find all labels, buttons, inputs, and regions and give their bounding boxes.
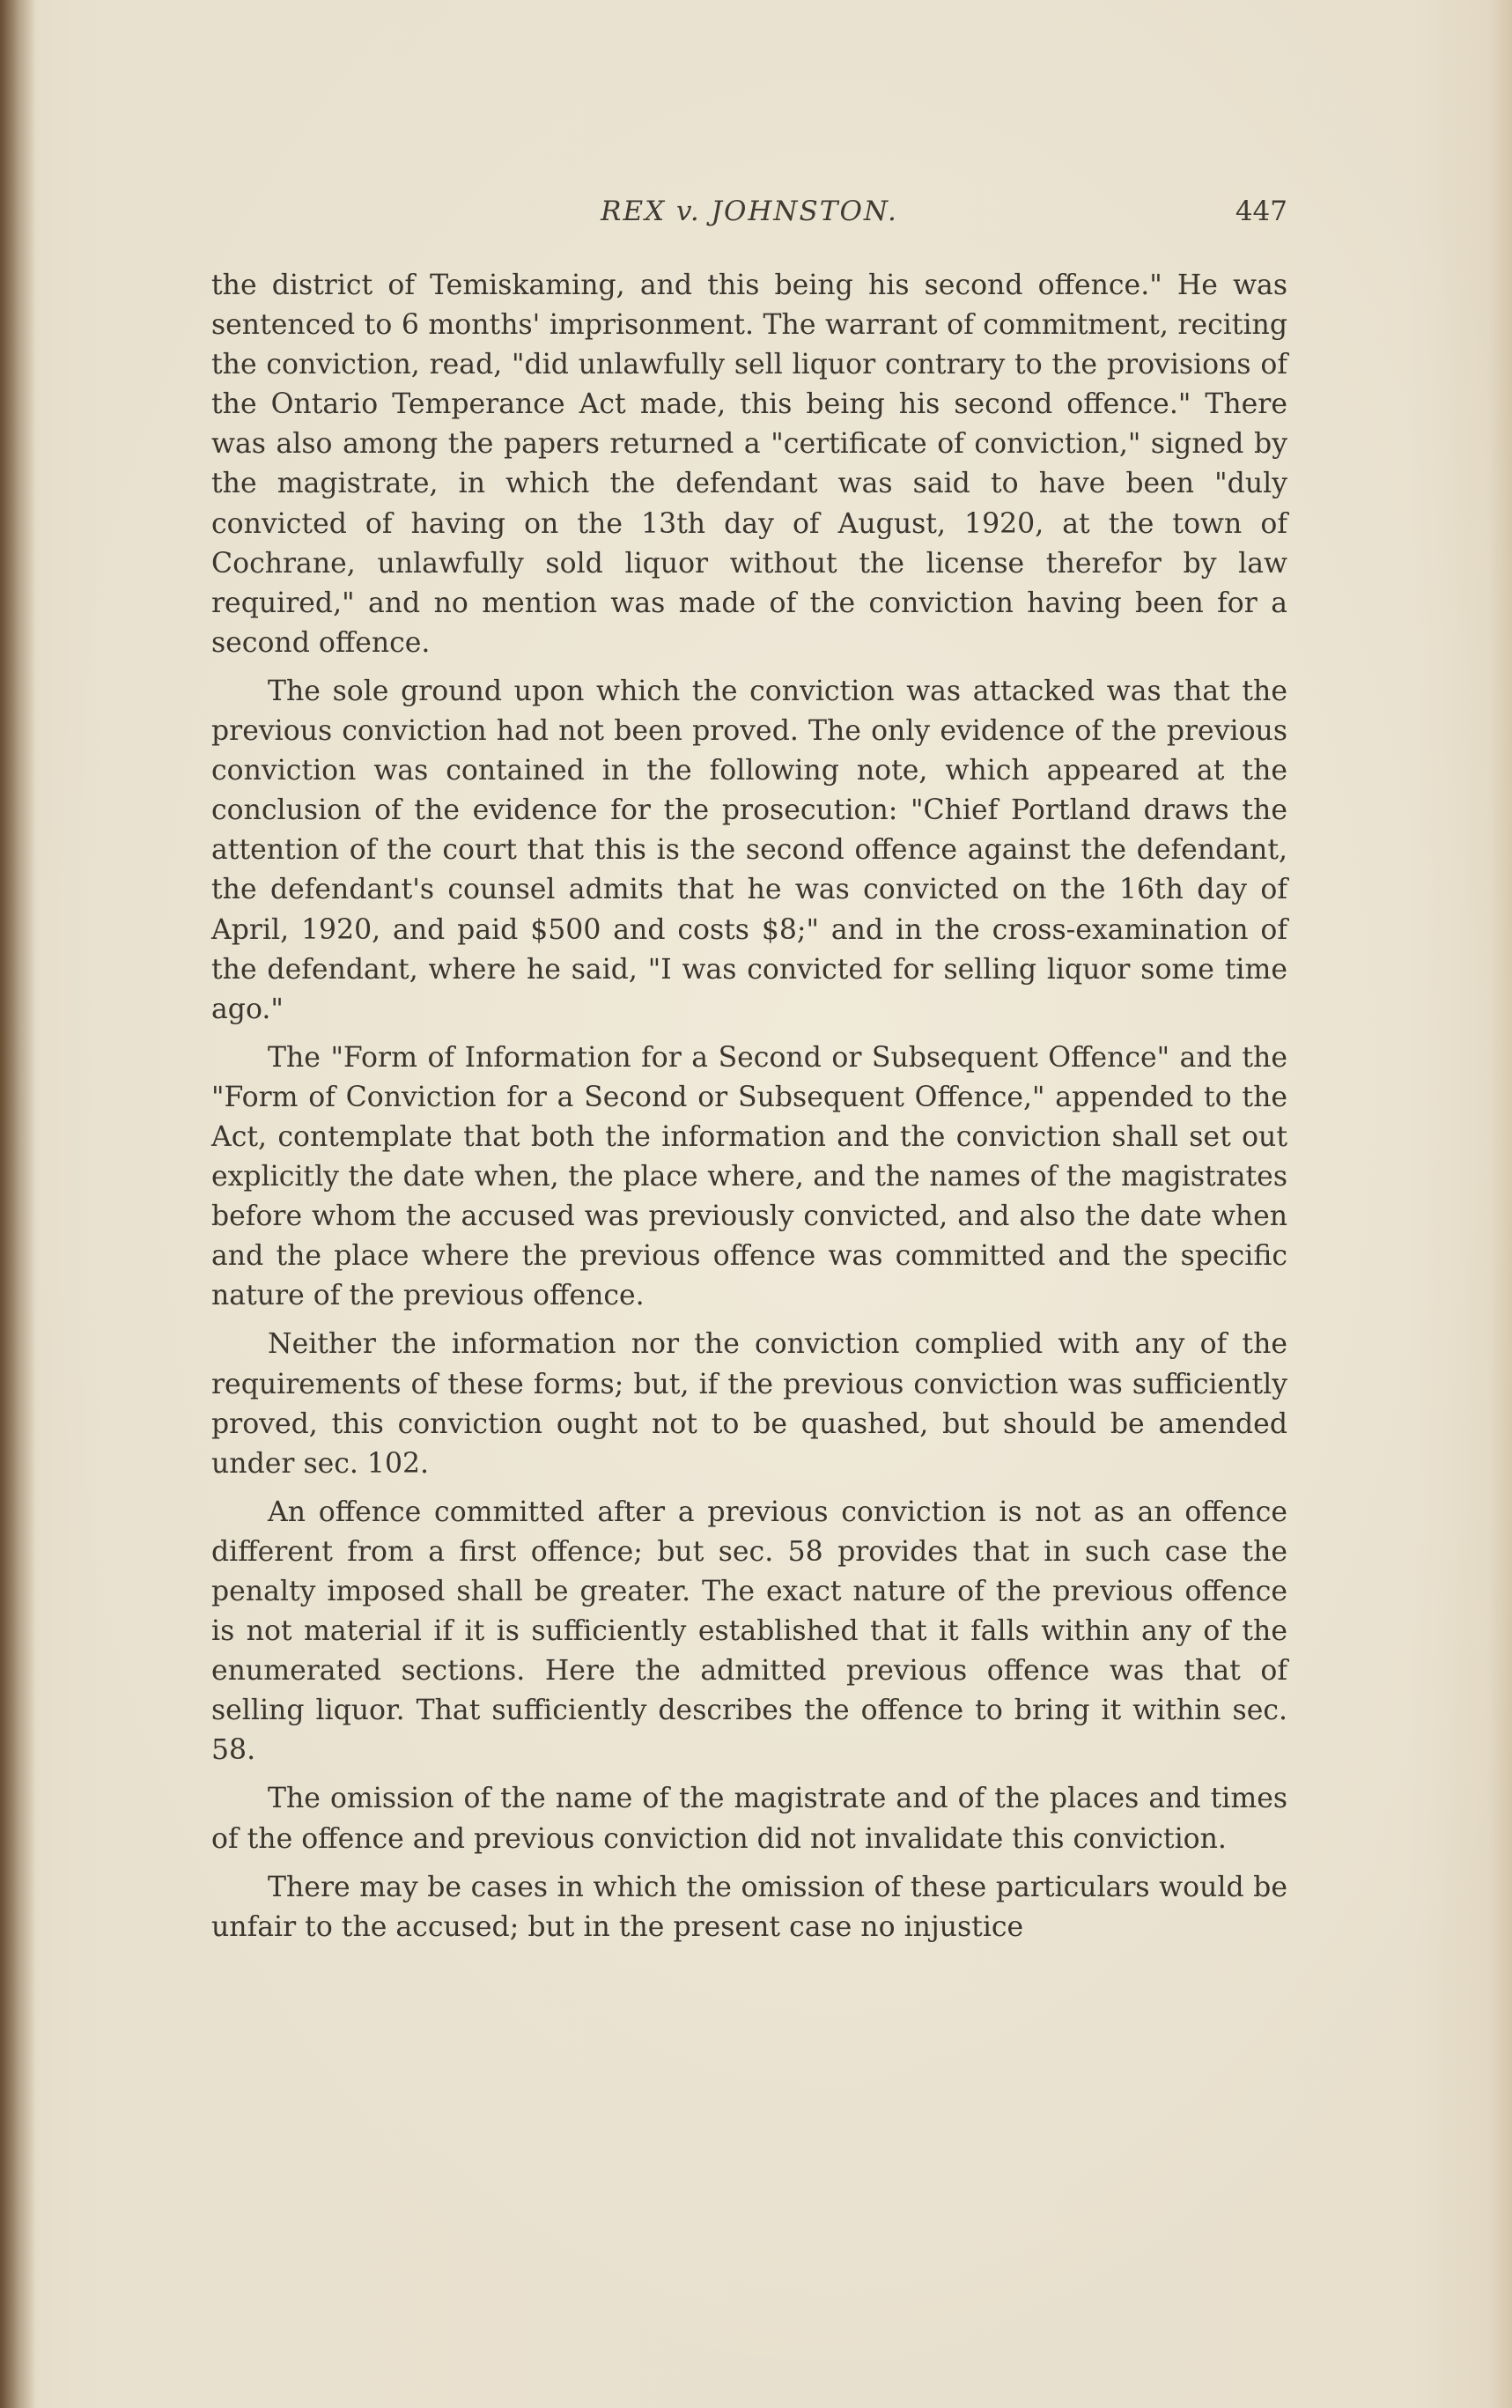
running-head: REX v. JOHNSTON.: [601, 196, 898, 227]
page-header: [211, 192, 1287, 236]
paragraph: Neither the information nor the conviction complied with any of the requirements of these forms; but, if the previous conviction was sufficiently proved, this conviction ought not to be quashed, but should be amended under sec. 102.: [211, 1328, 1287, 1480]
paragraph: An offence committed after a previous conviction is not as an offence different from a first offence; but sec. 58 provides that in such case the penalty imposed shall be greater. The exact nature of the previous offence is not material if it is sufficiently established that it falls within any of the enumerated sections. Here the admitted previous offence was that of selling liquor. That sufficiently describes the offence to bring it within sec. 58.: [211, 1496, 1287, 1767]
paragraph: The omission of the name of the magistrate and of the places and times of the offence and previous conviction did not invalidate this conviction.: [211, 1783, 1287, 1855]
paragraph: The sole ground upon which the conviction was attacked was that the previous conviction had not been proved. The only evidence of the previous conviction was contained in the following note, which appeared at the conclusion of the evidence for the prosecution: "Chief Portland draws the attention of the court that this is the second offence against the defendant, the defendant's counsel admits that he was convicted on the 16th day of April, 1920, and paid $500 and costs $8;" and in the cross-examination of the defendant, where he said, "I was convicted for selling liquor some time ago.": [211, 675, 1287, 1025]
paragraph: The "Form of Information for a Second or Subsequent Offence" and the "Form of Conviction for a Second or Subsequent Offence," appended to the Act, contemplate that both the information and the conviction shall set out explicitly the date when, the place where, and the names of the magistrates before whom the accused was previously convicted, and also the date when and the place where the previous offence was committed and the specific nature of the previous offence.: [211, 1041, 1287, 1312]
paragraph-continuation: the district of Temiskaming, and this being his second offence." He was sentenced to 6 months' imprisonment. The warrant of commitment, reciting the conviction, read, "did unlawfully sell liquor contrary to the provisions of the Ontario Temperance Act made, this being his second offence." There was also among the papers returned a "certificate of conviction," signed by the magistrate, in which the defendant was said to have been "duly convicted of having on the 13th day of August, 1920, at the town of Cochrane, unlawfully sold liquor without the license therefor by law required," and no mention was made of the conviction having been for a second offence.: [211, 270, 1287, 659]
paragraph: There may be cases in which the omission of these particulars would be unfair to the accused; but in the present case no injustice: [211, 1871, 1287, 1943]
body-text: [211, 266, 1287, 1956]
page-number: 447: [1235, 196, 1287, 227]
binding-shadow: [0, 0, 35, 2408]
